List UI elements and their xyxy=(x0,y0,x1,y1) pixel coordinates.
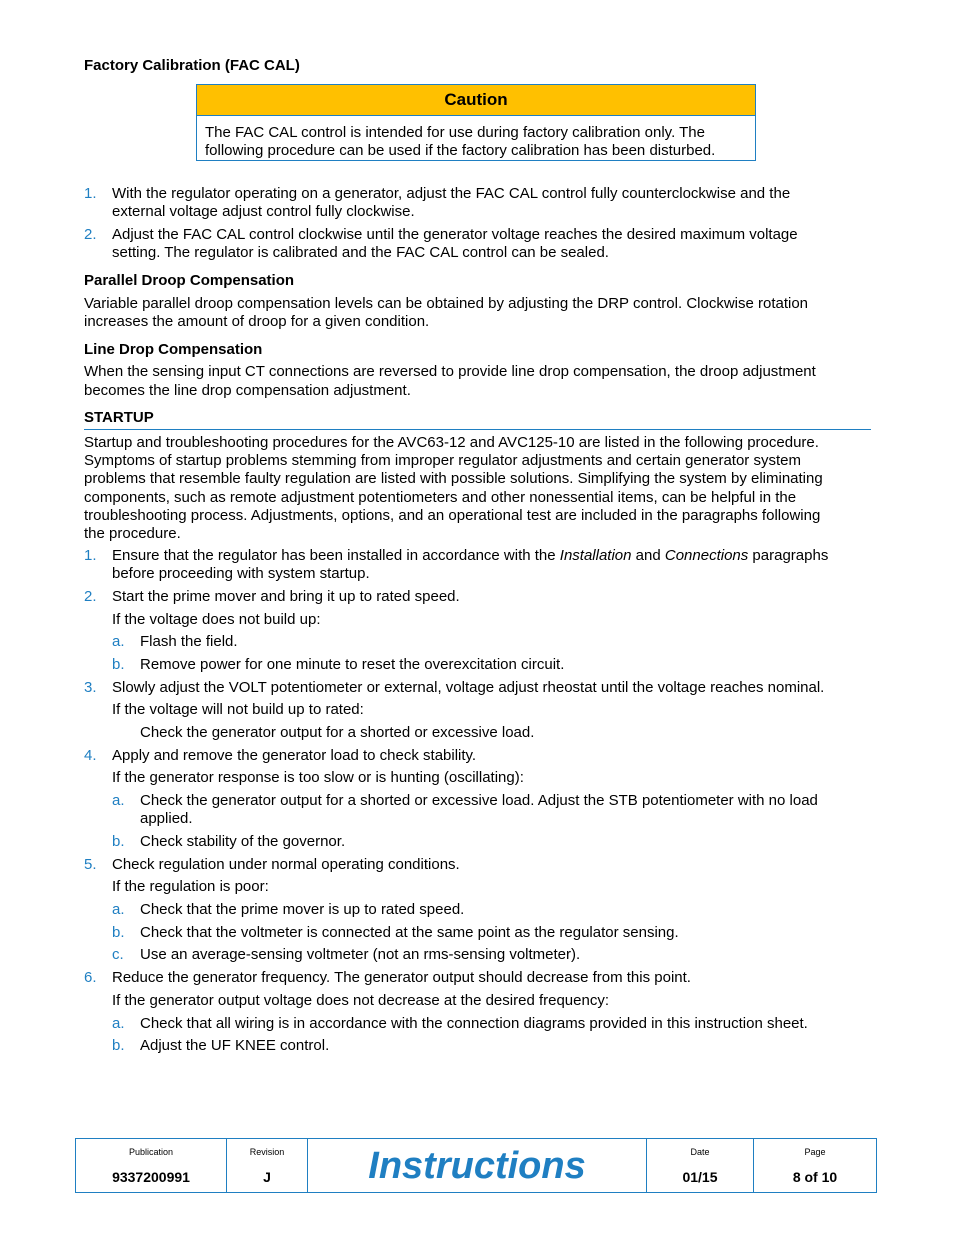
condition-text: If the generator output voltage does not decrease at the desired frequency: xyxy=(112,992,609,1009)
sub-list-letter: b. xyxy=(112,1037,125,1054)
footer-page-cell xyxy=(754,1139,876,1192)
footer-label: Date xyxy=(690,1147,710,1157)
list-item-text: Check regulation under normal operating conditions. xyxy=(112,856,460,873)
sub-list-text: Flash the field. xyxy=(140,633,238,650)
caution-line: following procedure can be used if the factory calibration has been disturbed. xyxy=(205,142,716,159)
list-item-text: Start the prime mover and bring it up to rated speed. xyxy=(112,588,460,605)
caution-box xyxy=(196,84,756,161)
paragraph-line: problems that resemble faulty regulation are listed with possible solutions. Simplifying the system by eliminating xyxy=(84,470,823,487)
sub-list-text: Check that the voltmeter is connected at the same point as the regulator sensing. xyxy=(140,924,679,941)
list-number: 3. xyxy=(84,679,97,696)
sub-list-letter: b. xyxy=(112,656,125,673)
sub-list-letter: a. xyxy=(112,633,125,650)
list-item-text: Apply and remove the generator load to check stability. xyxy=(112,747,477,764)
footer-label: Page xyxy=(804,1147,826,1157)
paragraph-line: becomes the line drop compensation adjustment. xyxy=(84,382,411,399)
document-title: Instructions xyxy=(368,1145,586,1187)
list-item-text: setting. The regulator is calibrated and the FAC CAL control can be sealed. xyxy=(112,244,609,261)
fac-cal-heading: Factory Calibration (FAC CAL) xyxy=(84,57,300,74)
sub-list-letter: b. xyxy=(112,833,125,850)
list-item-text: external voltage adjust control fully clockwise. xyxy=(112,203,415,220)
sub-list-letter: b. xyxy=(112,924,125,941)
sub-list-letter: a. xyxy=(112,1015,125,1032)
paragraph-line: components, such as remote adjustment potentiometers and other nonessential items, can be helpful in the xyxy=(84,489,797,506)
footer-title-cell xyxy=(308,1139,647,1192)
condition-text: If the generator response is too slow or is hunting (oscillating): xyxy=(112,769,524,786)
footer-label: Publication xyxy=(128,1147,174,1157)
sub-list-letter: c. xyxy=(112,946,124,963)
italic-ref: Installation xyxy=(559,547,632,564)
sub-list-text: applied. xyxy=(140,810,193,827)
list-item-text: Slowly adjust the VOLT potentiometer or external, voltage adjust rheostat until the voltage reaches nominal. xyxy=(112,679,825,696)
startup-heading: STARTUP xyxy=(84,409,154,426)
paragraph-line: the procedure. xyxy=(84,525,181,542)
text-run: and xyxy=(631,547,665,564)
revision-value: J xyxy=(263,1169,271,1185)
date-value: 01/15 xyxy=(682,1169,718,1185)
line-drop-heading: Line Drop Compensation xyxy=(84,341,263,358)
paragraph-line: When the sensing input CT connections are reversed to provide line drop compensation, the droop adjustment xyxy=(84,363,816,380)
footer-publication-cell xyxy=(76,1139,227,1192)
list-number: 2. xyxy=(84,588,97,605)
condition-text: If the voltage will not build up to rated: xyxy=(112,701,364,718)
list-number: 1. xyxy=(84,547,97,564)
list-number: 1. xyxy=(84,185,97,202)
sub-list-text: Remove power for one minute to reset the overexcitation circuit. xyxy=(140,656,565,673)
footer-date-cell xyxy=(647,1139,754,1192)
droop-heading: Parallel Droop Compensation xyxy=(84,272,295,289)
list-item-text: before proceeding with system startup. xyxy=(112,565,370,582)
caution-title: Caution xyxy=(197,85,755,116)
condition-text: If the regulation is poor: xyxy=(112,878,269,895)
sub-list-text: Check that the prime mover is up to rated speed. xyxy=(140,901,465,918)
publication-number: 9337200991 xyxy=(112,1169,190,1185)
footer-label: Revision xyxy=(249,1147,285,1157)
text-run: paragraphs xyxy=(748,547,829,564)
sub-list-text: Check that all wiring is in accordance with the connection diagrams provided in this instruction sheet. xyxy=(140,1015,808,1032)
sub-list-text: Adjust the UF KNEE control. xyxy=(140,1037,330,1054)
sub-list-text: Check the generator output for a shorted or excessive load. xyxy=(140,724,535,741)
caution-text xyxy=(197,116,755,160)
paragraph-line: Startup and troubleshooting procedures for the AVC63-12 and AVC125-10 are listed in the following procedure. xyxy=(84,434,819,451)
footer-revision-cell xyxy=(227,1139,308,1192)
section-divider xyxy=(84,429,871,430)
list-number: 4. xyxy=(84,747,97,764)
paragraph-line: troubleshooting process. Adjustments, options, and an operational test are included in the paragraphs following xyxy=(84,507,821,524)
list-item-text: Adjust the FAC CAL control clockwise until the generator voltage reaches the desired maximum voltage xyxy=(112,226,798,243)
sub-list-text: Use an average-sensing voltmeter (not an rms-sensing voltmeter). xyxy=(140,946,581,963)
list-item-text: With the regulator operating on a generator, adjust the FAC CAL control fully counterclockwise and the xyxy=(112,185,791,202)
condition-text: If the voltage does not build up: xyxy=(112,611,321,628)
list-number: 6. xyxy=(84,969,97,986)
sub-list-text: Check stability of the governor. xyxy=(140,833,346,850)
page-number: 8 of 10 xyxy=(792,1169,838,1185)
list-item-text: Reduce the generator frequency. The generator output should decrease from this point. xyxy=(112,969,691,986)
paragraph-line: Variable parallel droop compensation levels can be obtained by adjusting the DRP control. Clockwise rotation xyxy=(84,295,809,312)
list-item-text xyxy=(112,547,828,565)
list-number: 2. xyxy=(84,226,97,243)
document-footer xyxy=(75,1138,877,1193)
caution-line: The FAC CAL control is intended for use during factory calibration only. The xyxy=(205,124,705,141)
italic-ref: Connections xyxy=(664,547,749,564)
sub-list-letter: a. xyxy=(112,792,125,809)
sub-list-letter: a. xyxy=(112,901,125,918)
list-number: 5. xyxy=(84,856,97,873)
paragraph-line: increases the amount of droop for a given condition. xyxy=(84,313,430,330)
paragraph-line: Symptoms of startup problems stemming from improper regulator adjustments and certain generator system xyxy=(84,452,801,469)
text-run: Ensure that the regulator has been installed in accordance with the xyxy=(112,547,560,564)
sub-list-text: Check the generator output for a shorted or excessive load. Adjust the STB potentiometer with no load xyxy=(140,792,818,809)
